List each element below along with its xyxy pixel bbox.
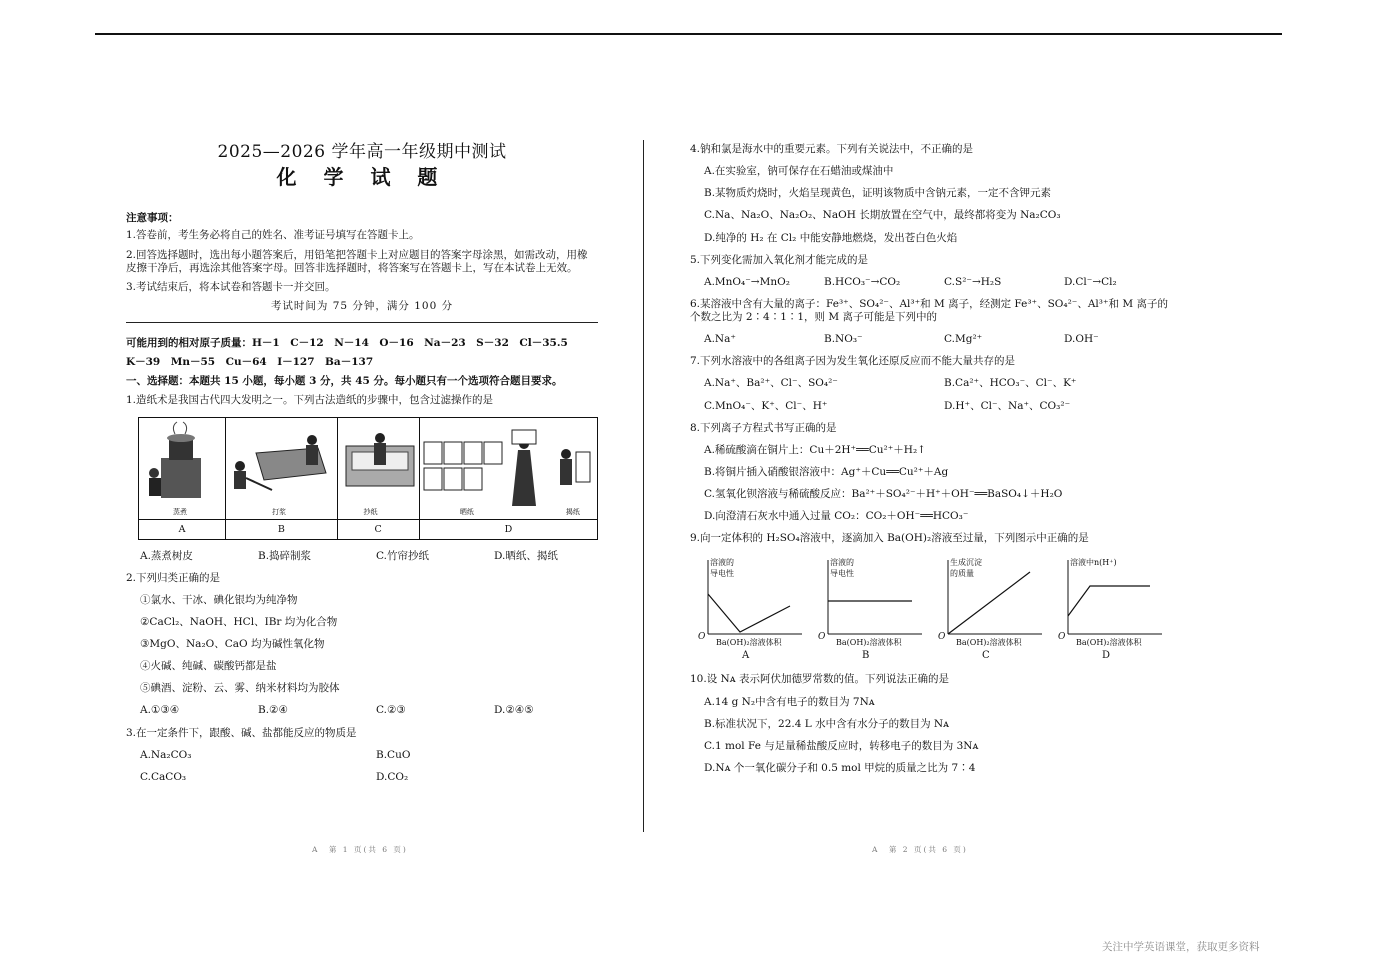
figure-cell-a [139,418,226,519]
figure-cell-b [226,418,337,519]
question-6-stem: 6.某溶液中含有大量的离子：Fe³⁺、SO₄²⁻、Al³⁺和 M 离子，经测定 Fe³⁺、SO₄²⁻、Al³⁺和 M 离子的个数之比为 2∶4∶1∶1，则 M 离子可能是下列中的 [690,297,1168,323]
figure-cell-c [338,418,420,519]
option-d: D.②④⑤ [494,704,534,717]
q2-item: ⑤碘酒、淀粉、云、雾、纳米材料均为胶体 [140,682,340,695]
question-8-stem: 8.下列离子方程式书写正确的是 [690,421,837,434]
figure-caption: 蒸煮 [173,507,187,516]
note-item-1: 1.答卷前，考生务必将自己的姓名、准考证号填写在答题卡上。 [126,229,420,242]
page-footer-left: A 第 1 页(共 6 页) [312,845,408,854]
figure-label: B [226,520,337,539]
question-1-stem: 1.造纸术是我国古代四大发明之一。下列古法造纸的步骤中，包含过滤操作的是 [126,394,494,407]
question-1-options [126,550,598,563]
option-c: C.Na、Na₂O、Na₂O₂、NaOH 长期放置在空气中，最终都将变为 Na₂CO₃ [704,209,1061,222]
graph-c-ylabel1: 生成沉淀 [950,558,982,568]
left-column [126,140,598,793]
sieving-illustration [338,418,422,519]
option-d: D.纯净的 H₂ 在 Cl₂ 中能安静地燃烧，发出苍白色火焰 [704,231,958,244]
option-a: A.Na⁺、Ba²⁺、Cl⁻、SO₄²⁻ [704,377,838,390]
graph-a-label: A [742,650,750,662]
graph-d-plot [1050,554,1170,649]
option-d: D.Cl⁻→Cl₂ [1064,275,1117,288]
question-3-stem: 3.在一定条件下，跟酸、碱、盐都能反应的物质是 [126,726,357,739]
page-footer-right: A 第 2 页(共 6 页) [872,845,968,854]
question-9-stem: 9.向一定体积的 H₂SO₄溶液中，逐滴加入 Ba(OH)₂溶液至过量，下列图示中正确的是 [690,532,1089,545]
option-b: B.Ca²⁺、HCO₃⁻、Cl⁻、K⁺ [944,377,1077,390]
question-3-options-row1 [126,749,598,762]
option-a: A.在实验室，钠可保存在石蜡油或煤油中 [704,165,894,178]
question-5-stem: 5.下列变化需加入氧化剂才能完成的是 [690,253,869,266]
figure-label: A [139,520,226,539]
figure-caption: 抄纸 [363,507,378,516]
option-a: A.Na₂CO₃ [140,748,192,761]
column-divider [643,140,644,832]
option-a: A.稀硫酸滴在铜片上：Cu＋2H⁺══Cu²⁺＋H₂↑ [704,443,926,456]
option-a: A.MnO₄⁻→MnO₂ [704,275,790,288]
question-7-options-row2 [690,400,1170,413]
subject-title: 化 学 试 题 [276,165,448,190]
option-d: D.OH⁻ [1064,333,1099,346]
option-b: B.某物质灼烧时，火焰呈现黄色，证明该物质中含钠元素，一定不含钾元素 [704,187,1052,200]
option-c: C.1 mol Fe 与足量稀盐酸反应时，转移电子的数目为 3Nᴀ [704,739,979,752]
note-item-2: 2.回答选择题时，选出每小题答案后，用铅笔把答题卡上对应题目的答案字母涂黑，如需改动，用橡皮擦干净后，再选涂其他答案字母。回答非选择题时，将答案写在答题卡上，写在本试卷上无效。 [126,248,588,274]
option-d: D.晒纸、揭纸 [494,549,558,562]
graph-origin: O [1058,632,1066,643]
figure-label: D [504,523,513,535]
graph-a-xlabel: Ba(OH)₂溶液体积 [716,638,782,648]
option-c: C.MnO₄⁻、K⁺、Cl⁻、H⁺ [704,399,828,412]
option-b: B.标准状况下，22.4 L 水中含有水分子的数目为 Nᴀ [704,717,950,730]
option-c: C.S²⁻→H₂S [944,275,1002,288]
q2-item: ④火碱、纯碱、碳酸钙都是盐 [140,660,277,673]
option-a: A.14 g N₂中含有电子的数目为 7Nᴀ [704,695,875,708]
graph-origin: O [698,632,706,643]
graph-c-xlabel: Ba(OH)₂溶液体积 [956,638,1022,648]
option-d: D.Nᴀ 个一氧化碳分子和 0.5 mol 甲烷的质量之比为 7∶4 [704,761,976,774]
top-rule [95,33,1282,35]
divider-line [126,322,598,323]
option-d: D.H⁺、Cl⁻、Na⁺、CO₃²⁻ [944,399,1071,412]
option-c: C.竹帘抄纸 [376,549,429,562]
q2-item: ②CaCl₂、NaOH、HCl、IBr 均为化合物 [140,615,338,628]
graph-a-ylabel1: 溶液的 [710,558,734,568]
graph-b-label: B [862,650,870,662]
question-5-options [690,276,1170,289]
graph-d-ylabel1: 溶液中n(H⁺) [1070,558,1117,568]
exam-title: 2025—2026 学年高一年级期中测试 [217,142,507,162]
graph-d [1050,554,1170,667]
note-item-3: 3.考试结束后，将本试卷和答题卡一并交回。 [126,280,336,293]
question-2-options [126,704,598,717]
graph-c-plot [930,554,1050,649]
section-heading: 一、选择题：本题共 15 小题，每小题 3 分，共 45 分。每小题只有一个选项符合题目要求。 [126,375,563,388]
option-c: C.Mg²⁺ [944,333,983,346]
question-7-stem: 7.下列水溶液中的各组离子因为发生氧化还原反应而不能大量共存的是 [690,355,1016,368]
exam-time: 考试时间为 75 分钟，满分 100 分 [270,299,454,312]
graph-c-label: C [982,650,990,662]
graph-origin: O [818,632,826,643]
option-d: D.CO₂ [376,770,409,783]
figure-caption: 晒纸 [459,507,474,516]
graph-b-ylabel2: 导电性 [830,569,854,579]
watermark-text: 关注中学英语课堂，获取更多资料 [1102,941,1260,953]
option-a: A.蒸煮树皮 [140,549,193,562]
question-7-options-row1 [690,377,1170,390]
graph-a [690,554,810,667]
graph-a-ylabel2: 导电性 [710,569,734,579]
question-9-graphs [690,554,1170,667]
option-b: B.②④ [258,704,288,717]
graph-b-plot [810,554,930,649]
option-c: C.CaCO₃ [140,770,187,783]
graph-d-label: D [1102,650,1111,662]
question-4-stem: 4.钠和氯是海水中的重要元素。下列有关说法中，不正确的是 [690,143,974,155]
graph-b [810,554,930,667]
option-a: A.Na⁺ [704,333,736,346]
graph-b-ylabel1: 溶液的 [830,558,854,568]
graph-origin: O [938,632,946,643]
question-6-options [690,333,1170,346]
drying-illustration [420,418,603,519]
q2-item: ③MgO、Na₂O、CaO 均为碱性氧化物 [140,638,325,650]
question-3-options-row2 [126,771,598,784]
option-b: B.HCO₃⁻→CO₂ [824,275,901,288]
graph-d-xlabel: Ba(OH)₂溶液体积 [1076,638,1142,648]
question-10-stem: 10.设 Nᴀ 表示阿伏加德罗常数的值。下列说法正确的是 [690,673,949,686]
option-d: D.向澄清石灰水中通入过量 CO₂：CO₂＋OH⁻══HCO₃⁻ [704,510,969,523]
graph-c-ylabel2: 的质量 [950,569,974,579]
option-c: C.氢氧化钡溶液与稀硫酸反应：Ba²⁺＋SO₄²⁻＋H⁺＋OH⁻══BaSO₄↓＋H₂O [704,488,1063,500]
option-b: B.NO₃⁻ [824,333,863,346]
steaming-illustration [139,418,228,519]
figure-cell-d [420,418,597,519]
option-c: C.②③ [376,704,406,717]
papermaking-figure [138,417,598,540]
graph-c [930,554,1050,667]
question-2-stem: 2.下列归类正确的是 [126,571,221,584]
graph-a-plot [690,554,810,649]
option-a: A.①③④ [140,704,180,717]
figure-label: C [338,520,420,539]
right-column [690,143,1170,784]
figure-caption: 打浆 [272,507,287,516]
atomic-mass-line1: 可能用到的相对原子质量：H－1 C－12 N－14 O－16 Na－23 S－32 Cl－35.5 [126,337,568,349]
graph-b-xlabel: Ba(OH)₂溶液体积 [836,638,902,648]
q2-item: ①氯水、干冰、碘化银均为纯净物 [140,593,298,606]
atomic-mass-line2: K－39 Mn－55 Cu－64 I－127 Ba－137 [126,356,374,369]
option-b: B.捣碎制浆 [258,549,312,562]
figure-caption: 揭纸 [565,507,580,516]
beating-illustration [226,418,340,519]
notes-heading: 注意事项： [126,212,179,225]
option-b: B.将铜片插入硝酸银溶液中：Ag⁺＋Cu══Cu²⁺＋Ag [704,465,949,478]
option-b: B.CuO [376,748,411,761]
